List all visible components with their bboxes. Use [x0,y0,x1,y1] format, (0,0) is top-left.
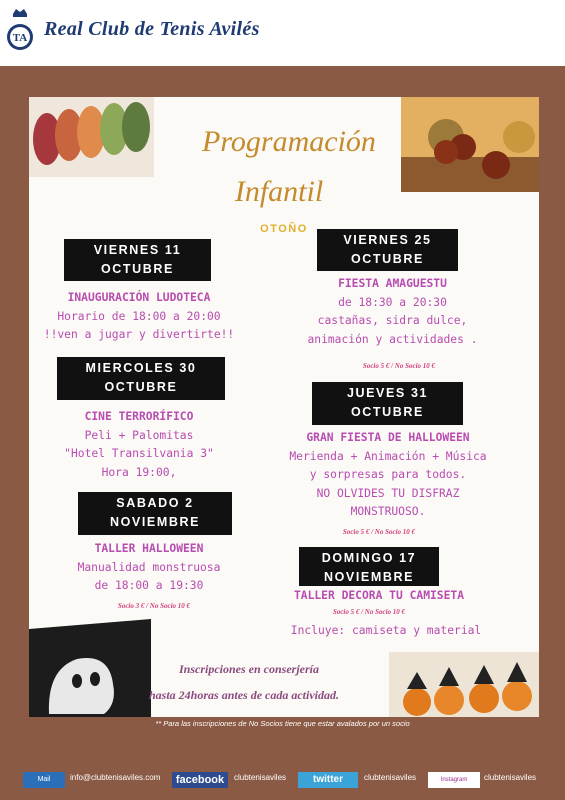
event-line: "Hotel Transilvania 3" [64,447,214,460]
mail-icon[interactable]: Mail [23,772,65,788]
event-line: Merienda + Animación + Música [289,449,487,463]
event-details [29,289,249,345]
event-line: Peli + Palomitas [84,428,194,442]
event-details [257,429,519,522]
event-line: !!ven a jugar y divertirte!! [43,328,235,341]
event-line: Hora 19:00, [101,465,177,479]
event-title: TALLER DECORA TU CAMISETA [293,589,465,602]
event-price: Socio 5 € / No Socio 10 € [362,362,436,370]
event-details [261,622,511,641]
event-day: JUEVES 31 [346,386,429,400]
poster-title-line2: Infantil [234,175,324,208]
event-day: MIERCOLES 30 [85,361,197,375]
event-day: SABADO 2 [116,496,194,510]
event-line: animación y actividades . [307,332,478,346]
event-date-box [312,382,463,425]
inscriptions-line2: hasta 24horas antes de cada actividad. [149,688,340,702]
event-day: DOMINGO 17 [321,551,417,565]
event-month: OCTUBRE [104,380,178,394]
event-date-box [78,492,232,535]
event-line: NO OLVIDES TU DISFRAZ [316,486,460,500]
event-price: Socio 3 € / No Socio 10 € [117,602,191,610]
event-day: VIERNES 11 [93,243,182,257]
event-month: NOVIEMBRE [323,570,415,584]
event-month: OCTUBRE [100,262,174,276]
event-line: MONSTRUOSO. [350,505,426,518]
event-line: Manualidad monstruosa [77,560,221,574]
event-title: FIESTA AMAGUESTU [338,277,447,290]
event-line: de 18:30 a 20:30 [338,295,447,309]
season-label: OTOÑO [260,223,308,235]
club-name: Real Club de Tenis Avilés [44,18,260,40]
pumpkins-icon [389,652,539,717]
event-day: VIERNES 25 [343,233,432,247]
event-date-box [299,547,439,586]
event-line: Incluye: camiseta y material [290,624,482,637]
event-price: Socio 5 € / No Socio 10 € [342,528,416,536]
instagram-icon[interactable]: Instagram [428,772,480,788]
event-date-box [317,229,458,271]
svg-text:TA: TA [12,32,28,44]
ghost-photo-icon [29,619,151,717]
event-price: Socio 5 € / No Socio 10 € [332,608,406,616]
inscriptions-line1: Inscripciones en conserjería [179,662,320,676]
poster [29,97,539,717]
footnote: ** Para las inscripciones de No Socios tiene que estar avalados por un socio [155,719,410,728]
chestnuts-icon [401,97,539,192]
facebook-icon[interactable]: facebook [172,772,228,788]
event-details [29,408,249,482]
event-month: NOVIEMBRE [109,515,201,529]
event-month: OCTUBRE [350,405,424,419]
event-line: y sorpresas para todos. [309,468,467,481]
event-title: CINE TERRORÍFICO [84,410,194,423]
event-line: de 18:00 a 19:30 [94,579,204,592]
event-date-box [57,357,225,400]
event-date-box [64,239,211,281]
club-logo-icon [5,6,35,56]
event-details [285,275,500,349]
footer [0,740,565,800]
facebook-user[interactable]: clubtenisaviles [234,773,287,782]
event-line: Horario de 18:00 a 20:00 [57,309,221,323]
instagram-user[interactable]: clubtenisaviles [484,773,537,782]
twitter-user[interactable]: clubtenisaviles [364,773,417,782]
event-month: OCTUBRE [350,252,424,266]
header [0,0,565,66]
event-details [34,540,264,596]
email-link[interactable]: info@clubtenisaviles.com [70,773,161,782]
event-details [259,587,499,606]
event-title: TALLER HALLOWEEN [94,542,204,555]
autumn-leaves-icon [29,97,154,177]
event-title: GRAN FIESTA DE HALLOWEEN [306,431,470,444]
event-line: castañas, sidra dulce, [317,314,468,327]
event-title: INAUGURACIÓN LUDOTECA [67,291,211,304]
twitter-icon[interactable]: twitter [298,772,358,788]
poster-title-line1: Programación [202,125,376,158]
